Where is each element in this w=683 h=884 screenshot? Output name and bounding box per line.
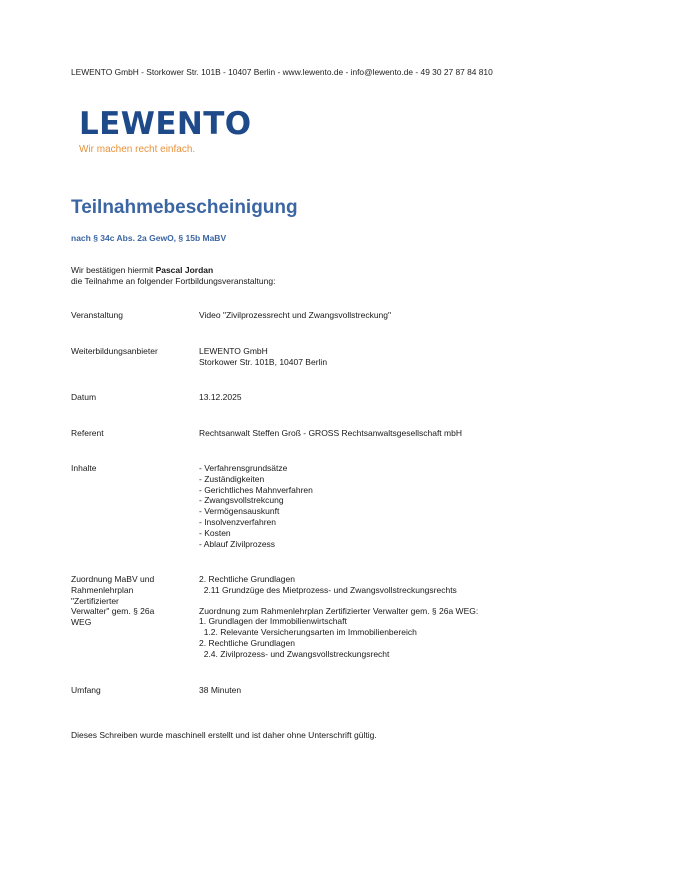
field-value — [199, 574, 629, 660]
rahmenlehrplan-line: 1.2. Relevante Versicherungsarten im Immobilienbereich — [199, 627, 417, 638]
label-line: Rahmenlehrplan — [71, 584, 134, 595]
content-item: - Verfahrensgrundsätze — [199, 463, 288, 473]
participant-name: Pascal Jordan — [155, 265, 214, 275]
spacer — [199, 596, 629, 606]
logo-tagline: Wir machen recht einfach. — [79, 144, 196, 155]
sender-address-line: LEWENTO GmbH - Storkower Str. 101B - 10407 Berlin - www.lewento.de - info@lewento.de - 49 30 27 87 84 810 — [71, 67, 493, 77]
rahmenlehrplan-line: 2. Rechtliche Grundlagen — [199, 637, 295, 648]
field-label: Datum — [71, 392, 97, 402]
footer-note: Dieses Schreiben wurde maschinell erstellt und ist daher ohne Unterschrift gültig. — [71, 730, 377, 740]
field-label: Umfang — [71, 685, 101, 695]
rahmenlehrplan-line: 1. Grundlagen der Immobilienwirtschaft — [199, 616, 347, 627]
content-item: - Kosten — [199, 527, 231, 538]
label-line: Zuordnung MaBV und — [71, 574, 155, 584]
field-value: 13.12.2025 — [199, 392, 242, 402]
company-logo — [79, 106, 252, 155]
label-line: WEG — [71, 617, 92, 628]
content-item: - Vermögensauskunft — [199, 506, 280, 517]
content-item: - Insolvenzverfahren — [199, 516, 277, 527]
field-value — [199, 346, 629, 368]
content-item: - Zwangsvollstrekcung — [199, 495, 284, 506]
field-value: Rechtsanwalt Steffen Groß - GROSS Rechtsanwaltsgesellschaft mbH — [199, 428, 462, 438]
logo-wordmark: LEWENTO — [79, 106, 252, 142]
rahmenlehrplan-line: 2.4. Zivilprozess- und Zwangsvollstreckungsrecht — [199, 648, 390, 659]
field-label: Weiterbildungsanbieter — [71, 346, 158, 356]
rahmenlehrplan-line: Zuordnung zum Rahmenlehrplan Zertifizierter Verwalter gem. § 26a WEG: — [199, 605, 479, 616]
intro-line-2: die Teilnahme an folgender Fortbildungsveranstaltung: — [71, 276, 276, 286]
intro-prefix: Wir bestätigen hiermit — [71, 265, 156, 275]
content-item: - Gerichtliches Mahnverfahren — [199, 484, 313, 495]
mabv-line: 2.11 Grundzüge des Mietprozess- und Zwangsvollstreckungsrechts — [199, 584, 457, 595]
content-item: - Ablauf Zivilprozess — [199, 538, 276, 549]
field-label: Veranstaltung — [71, 310, 123, 320]
document-title: Teilnahmebescheinigung — [71, 197, 298, 218]
value-line: LEWENTO GmbH — [199, 346, 268, 356]
mabv-line: 2. Rechtliche Grundlagen — [199, 574, 295, 584]
field-label: Referent — [71, 428, 104, 438]
document-subtitle: nach § 34c Abs. 2a GewO, § 15b MaBV — [71, 233, 227, 243]
field-label — [71, 574, 181, 628]
field-value — [199, 463, 629, 549]
confirmation-intro — [71, 265, 275, 287]
label-line: Verwalter" gem. § 26a — [71, 606, 155, 617]
content-item: - Zuständigkeiten — [199, 473, 265, 484]
field-value: 38 Minuten — [199, 685, 242, 695]
field-label: Inhalte — [71, 463, 97, 473]
value-line: Storkower Str. 101B, 10407 Berlin — [199, 356, 328, 367]
label-line: "Zertifizierter — [71, 595, 119, 606]
field-value: Video "Zivilprozessrecht und Zwangsvollstreckung" — [199, 310, 392, 320]
